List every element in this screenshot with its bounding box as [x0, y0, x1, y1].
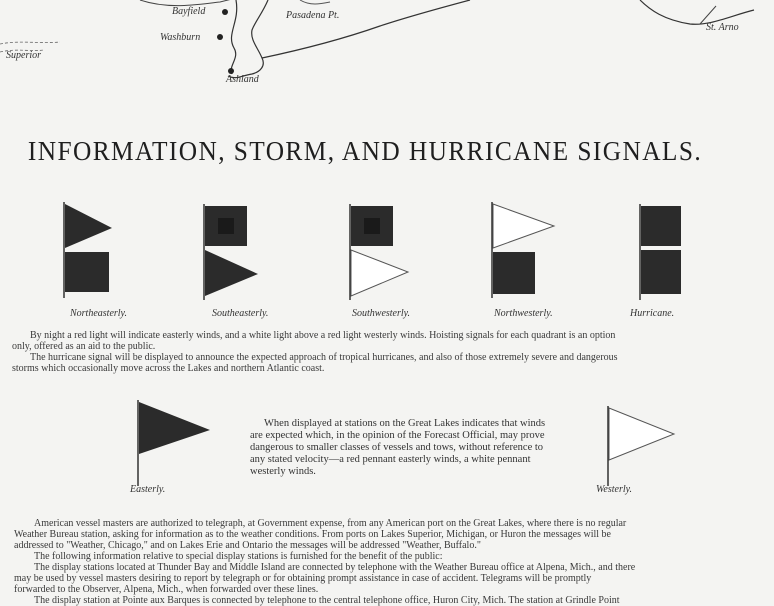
bottom-line: Weather Bureau station, asking for information as to the weather conditions. From ports on Lakes Superior, Michigan, or Huron the messages will be [14, 529, 611, 540]
southeasterly-flags [200, 202, 280, 302]
label-northwesterly: Northwesterly. [494, 308, 553, 319]
pennant-line: are expected which, in the opinion of the Forecast Official, may prove [250, 430, 545, 441]
map-label-washburn: Washburn [160, 32, 201, 43]
signal-hurricane [636, 202, 696, 302]
bottom-line: The display station at Pointe aux Barques is connected by telephone to the central telephone office, Huron City, Mich. The station at Grindle Point [34, 595, 620, 606]
pennant-line: westerly winds. [250, 466, 316, 477]
label-westerly: Westerly. [596, 484, 633, 495]
pennant-line: When displayed at stations on the Great Lakes indicates that winds [264, 418, 546, 429]
bottom-line: may be used by vessel masters desiring to report by telegraph or for obtaining prompt assistance in case of accident. Telegrams will be promptly [14, 573, 592, 584]
bottom-line: addressed to "Weather, Chicago," and on Lakes Erie and Ontario the messages will be addressed "Weather, Buffalo." [14, 540, 481, 551]
signal-southwesterly [346, 202, 426, 302]
signal-easterly [134, 396, 224, 486]
paragraph-night-signals: By night a red light will indicate easterly winds, and a white light above a red light westerly winds. Hoisting signals for each quadrant is an option [30, 330, 616, 341]
map-label-ashland: Ashland [226, 74, 259, 85]
signal-northeasterly [60, 198, 140, 298]
bottom-line: forwarded to the Observer, Alpena, Mich., when forwarded over these lines. [14, 584, 319, 595]
pennant-line: any stated velocity—a red pennant easterly winds, a white pennant [250, 454, 531, 465]
northwesterly-flags [488, 200, 568, 300]
map-coastline [0, 0, 754, 100]
label-hurricane: Hurricane. [630, 308, 675, 319]
northeasterly-flags [60, 198, 140, 298]
easterly-pennant [134, 396, 224, 486]
map-label-superior: Superior [6, 50, 41, 61]
map-label-st-arno: St. Arno [706, 22, 739, 33]
bottom-text [14, 518, 774, 606]
westerly-pennant [604, 402, 684, 492]
label-northeasterly: Northeasterly. [70, 308, 127, 319]
bottom-line: The display stations located at Thunder Bay and Middle Island are connected by telephone with the Weather Bureau office at Alpena, Mich., and there [34, 562, 636, 573]
paragraph-hurricane-signal: The hurricane signal will be displayed to announce the expected approach of tropical hurricanes, and also of those extremely severe and dangerous [30, 352, 618, 363]
bottom-line: American vessel masters are authorized to telegraph, at Government expense, from any American port on the Great Lakes, where there is no regular [34, 518, 627, 529]
paragraph-night-signals-cont: only, offered as an aid to the public. [12, 341, 156, 352]
pennant-explanation [250, 418, 595, 478]
map-label-bayfield: Bayfield [172, 6, 206, 17]
bottom-line: The following information relative to special display stations is furnished for the benefit of the public: [34, 551, 443, 562]
signal-westerly [604, 402, 684, 492]
label-easterly: Easterly. [130, 484, 166, 495]
map-fragment [0, 0, 754, 100]
label-southwesterly: Southwesterly. [352, 308, 411, 319]
signal-northwesterly [488, 200, 568, 300]
southwesterly-flags [346, 202, 426, 302]
page-title: INFORMATION, STORM, AND HURRICANE SIGNALS. [27, 136, 703, 166]
hurricane-flags [636, 202, 696, 302]
paragraph-hurricane-signal-cont: storms which occasionally move across the Lakes and northern Atlantic coast. [12, 363, 325, 374]
map-label-pasadena: Pasadena Pt. [286, 10, 340, 21]
label-southeasterly: Southeasterly. [212, 308, 269, 319]
pennant-line: dangerous to smaller classes of vessels and tows, without reference to [250, 442, 544, 453]
signal-southeasterly [200, 202, 280, 302]
